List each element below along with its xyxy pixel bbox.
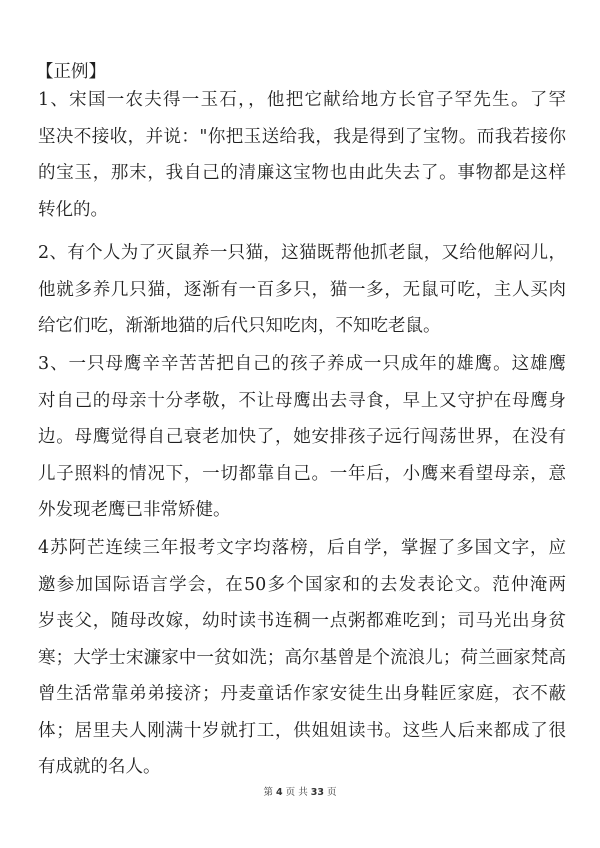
- text-line: 体；居里夫人刚满十岁就打工，供姐姐读书。这些人后来都成了很: [38, 720, 566, 741]
- example-paragraph-4: [38, 530, 566, 786]
- text-line: 他就多养几只猫，逐渐有一百多只，猫一多，无鼠可吃，主人买肉: [38, 279, 566, 300]
- text-line: 坚决不接收，并说："你把玉送给我，我是得到了宝物。而我若接你: [38, 126, 566, 147]
- text-line: 寒；大学士宋濂家中一贫如洗；高尔基曾是个流浪儿；荷兰画家梵高: [38, 647, 566, 668]
- text-line: 1、宋国一农夫得一玉石，，他把它献给地方长官子罕先生。了罕: [38, 90, 566, 110]
- text-line: 曾生活常靠弟弟接济；丹麦童话作家安徒生出身鞋匠家庭，衣不蔽: [38, 684, 566, 704]
- total-page-count: 33: [310, 787, 324, 798]
- footer-suffix: 页: [327, 787, 337, 798]
- footer-prefix: 第: [263, 787, 273, 798]
- example-paragraph-1: [38, 82, 566, 228]
- text-line: 2、有个人为了灭鼠养一只猫，这猫既帮他抓老鼠，又给他解闷儿，: [38, 243, 566, 263]
- text-line: 岁丧父，随母改嫁，幼时读书连稠一点粥都难吃到；司马光出身贫: [38, 611, 566, 631]
- text-line: 转化的。: [38, 199, 108, 220]
- text-line: 外发现老鹰已非常矫健。: [38, 500, 231, 520]
- section-heading: 【正例】: [36, 62, 106, 82]
- text-line: 3、一只母鹰辛辛苦苦把自己的孩子养成一只成年的雄鹰。这雄鹰: [38, 354, 566, 374]
- page-footer: [0, 786, 600, 800]
- text-line: 给它们吃，渐渐地猫的后代只知吃肉，不知吃老鼠。: [38, 316, 441, 336]
- example-paragraph-3: [38, 346, 566, 529]
- text-line: 边。母鹰觉得自己衰老加快了，她安排孩子远行闯荡世界，在没有: [38, 427, 566, 447]
- footer-middle: 页 共: [285, 787, 308, 798]
- text-line: 4苏阿芒连续三年报考文字均落榜，后自学，掌握了多国文字，应: [38, 538, 566, 558]
- text-line: 的宝玉，那末，我自己的清廉这宝物也由此失去了。事物都是这样: [38, 163, 566, 183]
- text-line: 邀参加国际语言学会，在50多个国家和的去发表论文。范仲淹两: [38, 574, 566, 595]
- text-line: 有成就的名人。: [38, 757, 161, 777]
- example-paragraph-2: [38, 235, 566, 345]
- text-line: 儿子照料的情况下，一切都靠自己。一年后，小鹰来看望母亲，意: [38, 463, 566, 484]
- text-line: 对自己的母亲十分孝敬，不让母鹰出去寻食，早上又守护在母鹰身: [38, 390, 566, 411]
- current-page-number: 4: [276, 787, 283, 798]
